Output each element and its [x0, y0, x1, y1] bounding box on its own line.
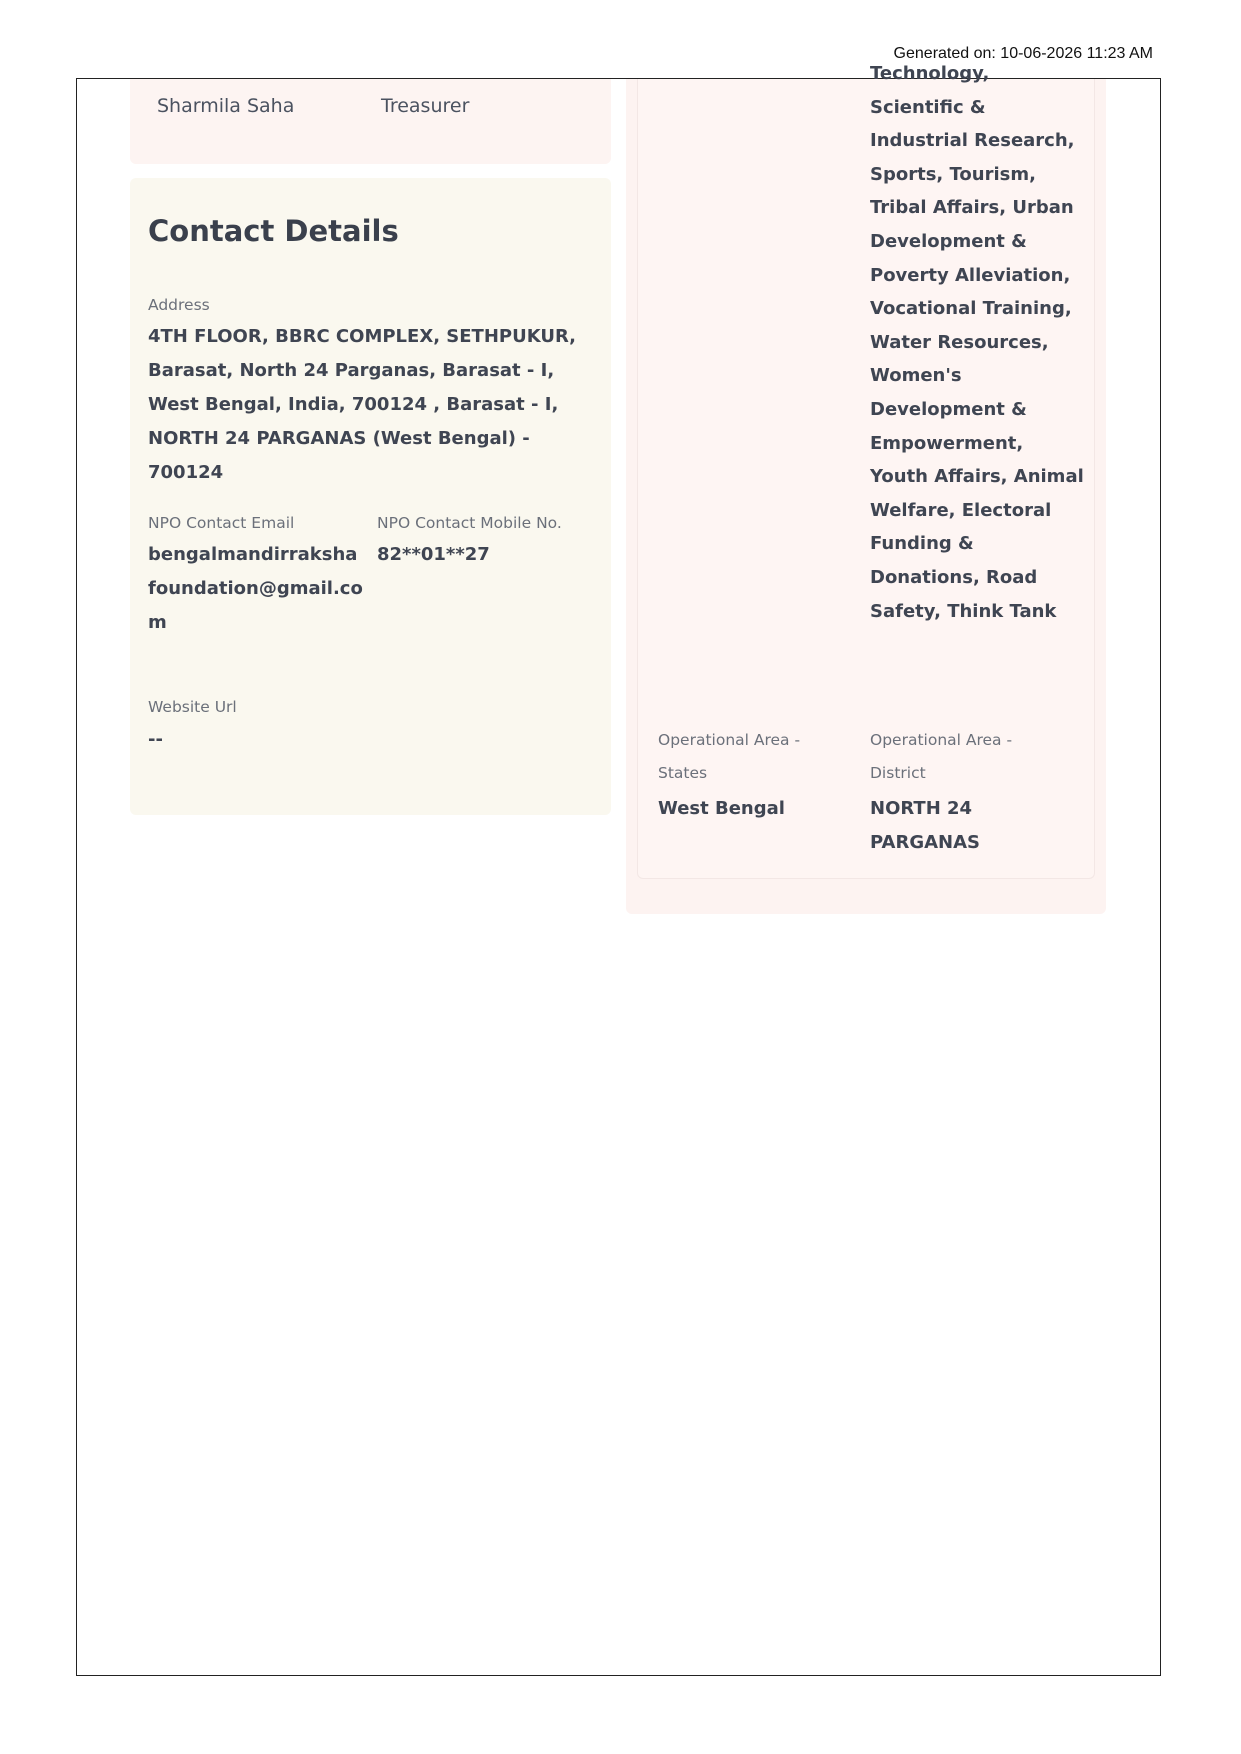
operational-district-value: NORTH 24 PARGANAS: [870, 798, 980, 853]
npo-email-label: NPO Contact Email: [148, 514, 295, 532]
operational-states-value: West Bengal: [658, 798, 785, 819]
operational-states-label: Operational Area - States: [658, 731, 801, 782]
npo-email-value: bengalmandirraksha foundation@gmail.co m: [148, 544, 363, 633]
npo-mobile-value: 82**01**27: [377, 544, 490, 565]
page-frame: [76, 63, 1161, 1676]
address-label: Address: [148, 296, 210, 314]
contact-details-title: Contact Details: [148, 214, 399, 248]
generated-timestamp: Generated on: 10-06-2026 11:23 AM: [893, 45, 1153, 62]
member-name: Sharmila Saha: [157, 95, 295, 117]
issues-area-panel: [626, 63, 1106, 914]
operational-district-label: Operational Area - District: [870, 731, 1013, 782]
issues-area-card: [637, 63, 1095, 879]
key-issues-list: Technology, Scientific & Industrial Research, Sports, Tourism, Tribal Affairs, Urban Development & Poverty Alleviation, Vocational Training, Water Resources, Women's Development & Empowerment, Youth Affairs, Animal Welfare, Electoral Funding & Donations, Road Safety, Think Tank: [870, 63, 1084, 622]
contact-details-card: [130, 178, 611, 815]
website-label: Website Url: [148, 698, 237, 716]
npo-mobile-label: NPO Contact Mobile No.: [377, 514, 562, 532]
address-value: 4TH FLOOR, BBRC COMPLEX, SETHPUKUR, Barasat, North 24 Parganas, Barasat - I, West Bengal, India, 700124 , Barasat - I, NORTH 24 PARGANAS (West Bengal) - 700124: [148, 326, 576, 483]
member-designation: Treasurer: [381, 95, 470, 117]
member-row: [130, 79, 611, 164]
website-value: --: [148, 729, 163, 750]
